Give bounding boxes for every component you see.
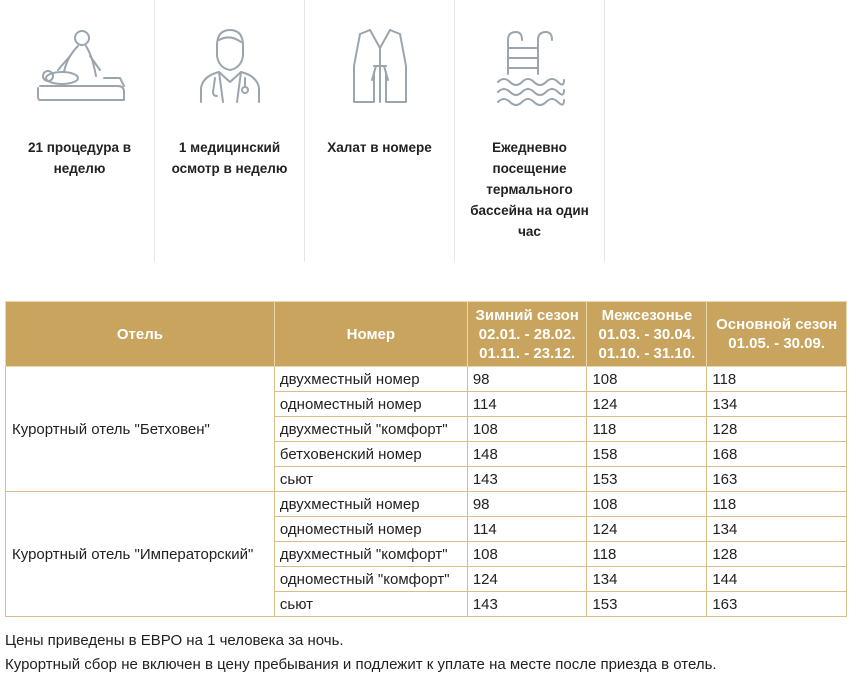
feature-procedures <box>5 0 155 262</box>
main-price-cell: 128 <box>707 542 847 567</box>
header-main-title: Основной сезон <box>716 316 838 333</box>
room-cell: бетховенский номер <box>274 442 467 467</box>
main-price-cell: 144 <box>707 567 847 592</box>
feature-label: 21 процедура в неделю <box>27 140 132 176</box>
table-header-row <box>6 302 847 367</box>
header-main-dates: 01.05. - 30.09. <box>728 335 826 352</box>
room-cell: двухместный "комфорт" <box>274 417 467 442</box>
feature-label: Халат в номере <box>327 140 432 155</box>
winter-price-cell: 108 <box>467 542 587 567</box>
doctor-icon <box>155 26 304 106</box>
header-winter-title: Зимний сезон <box>475 306 579 324</box>
main-price-cell: 118 <box>707 492 847 517</box>
header-offseason-title: Межсезонье <box>601 306 693 324</box>
header-offseason <box>587 302 707 367</box>
bathrobe-icon <box>305 26 454 106</box>
hotel-name-cell: Курортный отель "Бетховен" <box>6 367 275 492</box>
price-table <box>5 301 847 617</box>
main-price-cell: 163 <box>707 467 847 492</box>
note-resort-fee: Курортный сбор не включен в цену пребывания и подлежит к уплате на месте после приезда в отель. <box>5 656 717 673</box>
feature-checkup <box>155 0 305 262</box>
winter-price-cell: 114 <box>467 392 587 417</box>
winter-price-cell: 143 <box>467 467 587 492</box>
table-row <box>6 367 847 392</box>
room-cell: сьют <box>274 592 467 617</box>
hotel-name-cell: Курортный отель "Императорский" <box>6 492 275 617</box>
winter-price-cell: 148 <box>467 442 587 467</box>
feature-label: 1 медицинский осмотр в неделю <box>171 140 288 176</box>
offseason-price-cell: 134 <box>587 567 707 592</box>
table-row <box>6 492 847 517</box>
offseason-price-cell: 124 <box>587 392 707 417</box>
header-main-season <box>707 302 847 367</box>
header-offseason-dates-1: 01.03. - 30.04. <box>598 325 696 343</box>
offseason-price-cell: 108 <box>587 492 707 517</box>
feature-bathrobe <box>305 0 455 262</box>
winter-price-cell: 98 <box>467 492 587 517</box>
note-currency: Цены приведены в ЕВРО на 1 человека за ночь. <box>5 632 344 649</box>
main-price-cell: 163 <box>707 592 847 617</box>
offseason-price-cell: 118 <box>587 417 707 442</box>
header-winter-dates-2: 01.11. - 23.12. <box>479 344 576 362</box>
offseason-price-cell: 124 <box>587 517 707 542</box>
header-hotel: Отель <box>6 302 275 367</box>
feature-pool <box>455 0 605 262</box>
room-cell: одноместный "комфорт" <box>274 567 467 592</box>
main-price-cell: 134 <box>707 392 847 417</box>
room-cell: одноместный номер <box>274 517 467 542</box>
main-price-cell: 168 <box>707 442 847 467</box>
room-cell: двухместный номер <box>274 492 467 517</box>
winter-price-cell: 98 <box>467 367 587 392</box>
room-cell: одноместный номер <box>274 392 467 417</box>
winter-price-cell: 114 <box>467 517 587 542</box>
main-price-cell: 118 <box>707 367 847 392</box>
winter-price-cell: 124 <box>467 567 587 592</box>
main-price-cell: 134 <box>707 517 847 542</box>
main-price-cell: 128 <box>707 417 847 442</box>
offseason-price-cell: 158 <box>587 442 707 467</box>
feature-label: Ежедневно посещение термального бассейна на один час <box>470 140 589 239</box>
winter-price-cell: 143 <box>467 592 587 617</box>
massage-icon <box>5 26 154 106</box>
header-winter-dates-1: 02.01. - 28.02. <box>478 325 576 343</box>
offseason-price-cell: 153 <box>587 467 707 492</box>
winter-price-cell: 108 <box>467 417 587 442</box>
header-offseason-dates-2: 01.10. - 31.10. <box>598 344 696 362</box>
features-strip <box>5 0 605 262</box>
room-cell: двухместный "комфорт" <box>274 542 467 567</box>
room-cell: сьют <box>274 467 467 492</box>
room-cell: двухместный номер <box>274 367 467 392</box>
offseason-price-cell: 108 <box>587 367 707 392</box>
offseason-price-cell: 153 <box>587 592 707 617</box>
header-winter <box>467 302 587 367</box>
offseason-price-cell: 118 <box>587 542 707 567</box>
pool-icon <box>455 26 604 106</box>
price-notes <box>5 629 717 677</box>
header-room: Номер <box>274 302 467 367</box>
